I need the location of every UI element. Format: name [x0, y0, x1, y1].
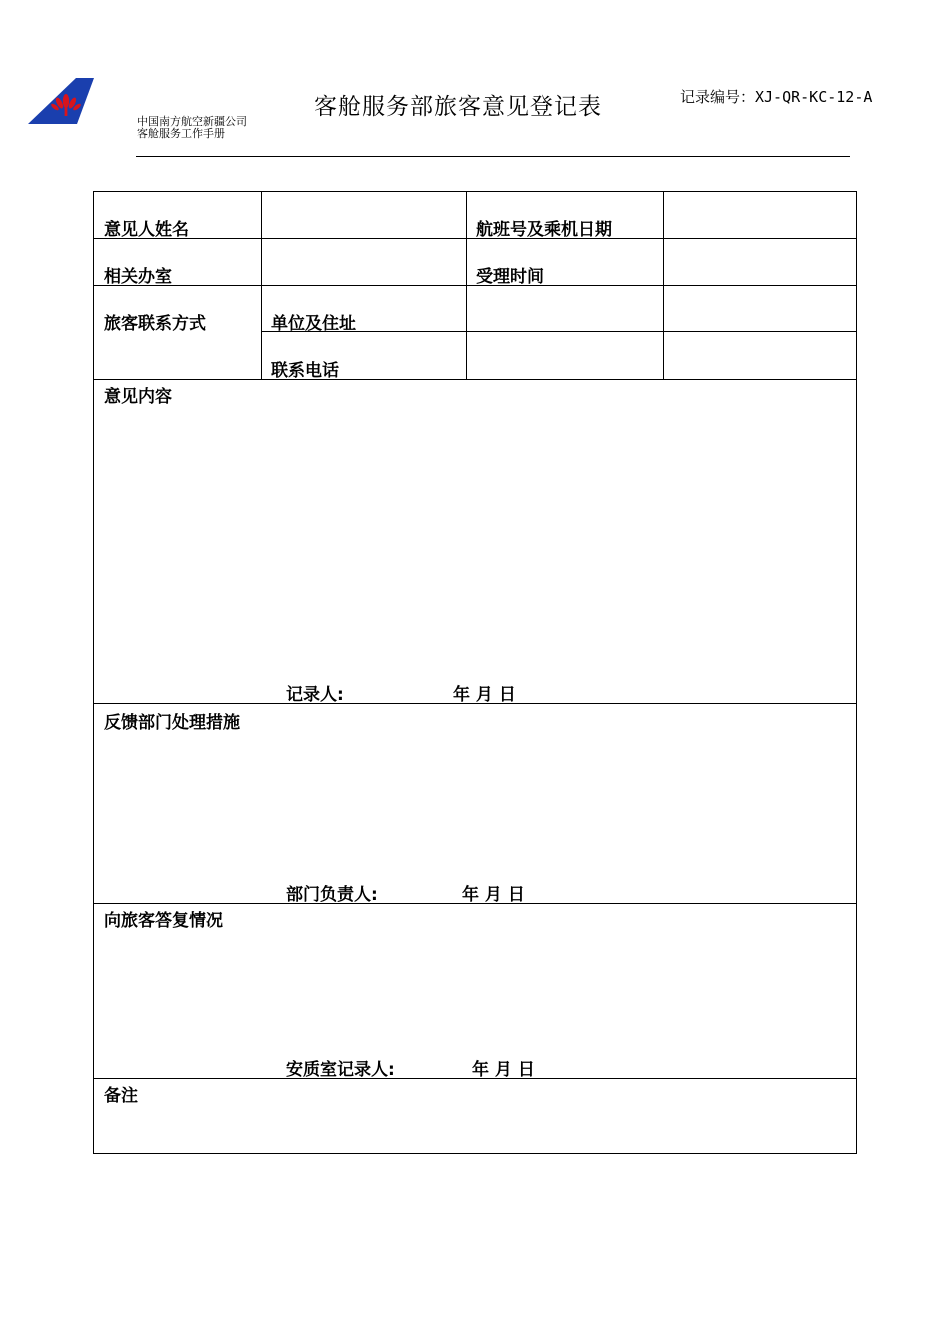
name-field[interactable] — [262, 192, 466, 238]
contact-label: 旅客联系方式 — [104, 314, 206, 334]
reply-status-area[interactable] — [94, 937, 856, 1047]
china-southern-logo — [28, 78, 96, 126]
company-name — [137, 116, 247, 140]
opinion-content-area[interactable] — [94, 412, 856, 672]
feedback-label: 反馈部门处理措施 — [104, 713, 240, 733]
date-3: 年 月 日 — [472, 1060, 535, 1080]
flight-label: 航班号及乘机日期 — [476, 220, 612, 240]
quality-recorder-label: 安质室记录人: — [286, 1060, 395, 1080]
dept-head-label: 部门负责人: — [286, 885, 378, 905]
feedback-measures-area[interactable] — [94, 737, 856, 872]
accept-time-label: 受理时间 — [476, 267, 544, 287]
form-title: 客舱服务部旅客意见登记表 — [314, 94, 602, 120]
row-divider-4 — [94, 379, 856, 380]
office-field[interactable] — [262, 239, 466, 285]
name-label: 意见人姓名 — [104, 220, 189, 240]
header-divider — [136, 156, 850, 157]
accept-time-field[interactable] — [664, 239, 856, 285]
unit-address-field[interactable] — [467, 286, 856, 331]
reply-label: 向旅客答复情况 — [104, 911, 223, 931]
phone-field[interactable] — [467, 332, 856, 379]
record-number: 记录编号：XJ-QR-KC-12-A — [680, 88, 873, 106]
company-line-1: 中国南方航空新疆公司 — [137, 115, 247, 128]
date-1: 年 月 日 — [453, 685, 516, 705]
recorder-label: 记录人: — [286, 685, 344, 705]
office-label: 相关办室 — [104, 267, 172, 287]
remarks-area[interactable] — [94, 1112, 856, 1152]
opinion-label: 意见内容 — [104, 387, 172, 407]
company-line-2: 客舱服务工作手册 — [137, 127, 225, 140]
unit-address-label: 单位及住址 — [271, 314, 356, 334]
remarks-label: 备注 — [104, 1086, 138, 1106]
date-2: 年 月 日 — [462, 885, 525, 905]
opinion-registration-form — [93, 191, 857, 1154]
phone-label: 联系电话 — [271, 361, 339, 381]
flight-date-field[interactable] — [664, 192, 856, 238]
